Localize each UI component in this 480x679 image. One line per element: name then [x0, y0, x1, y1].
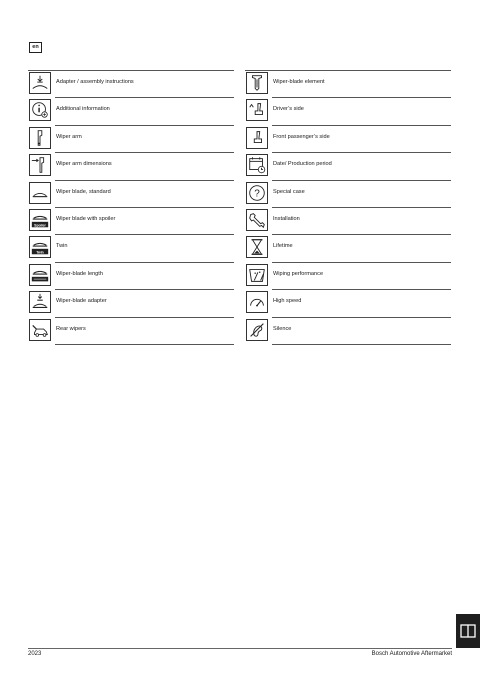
legend-row	[28, 70, 234, 97]
legend-label: Date/ Production period	[273, 161, 332, 168]
legend-label: Special case	[273, 188, 305, 195]
row-divider	[272, 262, 451, 263]
legend-label: Lifetime	[273, 243, 293, 250]
legend-row	[245, 70, 451, 97]
legend-label: Driver’s side	[273, 106, 304, 113]
legend-row	[245, 317, 451, 344]
windshield-wiping-icon	[246, 264, 268, 286]
row-divider	[245, 70, 451, 71]
row-divider	[55, 289, 234, 290]
legend-label: Wiper arm	[56, 133, 82, 140]
row-divider	[272, 289, 451, 290]
language-tag: en	[29, 42, 42, 53]
legend-label: Wiping performance	[273, 270, 324, 277]
footer-brand: Bosch Automotive Aftermarket	[371, 651, 452, 657]
legend-label: Wiper blade with spoiler	[56, 215, 116, 222]
wiper-blade-element-icon	[246, 72, 268, 94]
legend-row	[245, 289, 451, 316]
legend-right-column	[245, 70, 451, 344]
legend-label: Installation	[273, 215, 300, 222]
row-divider	[272, 125, 451, 126]
svg-text:?: ?	[254, 188, 260, 200]
row-divider	[55, 207, 234, 208]
legend-row	[28, 180, 234, 207]
row-divider	[272, 344, 451, 345]
row-divider	[272, 207, 451, 208]
legend-row	[245, 125, 451, 152]
wiper-blade-standard-icon	[29, 182, 51, 204]
row-divider	[55, 344, 234, 345]
legend-label: High speed	[273, 298, 302, 305]
legend-row	[28, 289, 234, 316]
row-divider	[272, 317, 451, 318]
row-divider	[55, 125, 234, 126]
legend-row	[28, 207, 234, 234]
icon-badge: Spoiler	[34, 223, 46, 228]
rear-wiper-car-icon	[29, 319, 51, 341]
legend-label: Wiper-blade adapter	[56, 298, 107, 305]
wiper-blade-adapter-icon	[29, 291, 51, 313]
footer-year: 2023	[28, 651, 42, 657]
wiper-blade-length-icon	[29, 264, 51, 286]
section-tab[interactable]	[456, 614, 480, 648]
row-divider	[55, 234, 234, 235]
adapter-assembly-icon	[29, 72, 51, 94]
wiper-arm-icon	[29, 127, 51, 149]
passenger-seat-icon	[246, 127, 268, 149]
driver-seat-icon	[246, 99, 268, 121]
hourglass-icon	[246, 236, 268, 258]
legend-label: Wiper-blade length	[56, 270, 103, 277]
silence-icon	[246, 319, 268, 341]
speedometer-icon	[246, 291, 268, 313]
legend-label: Additional information	[56, 106, 110, 113]
legend-row	[28, 234, 234, 261]
legend-row	[28, 125, 234, 152]
calendar-clock-icon	[246, 154, 268, 176]
row-divider	[272, 180, 451, 181]
row-divider	[272, 152, 451, 153]
legend-label: Wiper arm dimensions	[56, 161, 112, 168]
twin-blade-icon	[29, 236, 51, 258]
legend-row	[28, 262, 234, 289]
legend-label: Adapter / assembly instructions	[56, 79, 134, 85]
legend-label: Wiper-blade element	[273, 79, 325, 85]
legend-label: Twin	[56, 243, 68, 250]
legend-row	[245, 207, 451, 234]
wiper-arm-dimensions-icon	[29, 154, 51, 176]
row-divider	[55, 317, 234, 318]
row-divider	[55, 262, 234, 263]
row-divider	[55, 97, 234, 98]
book-icon	[460, 624, 476, 638]
row-divider	[55, 180, 234, 181]
icon-badge: Twin	[36, 250, 44, 255]
legend-row	[245, 97, 451, 124]
legend-row	[245, 262, 451, 289]
legend-label: Rear wipers	[56, 325, 86, 332]
row-divider	[272, 97, 451, 98]
legend-left-column	[28, 70, 234, 344]
row-divider	[55, 152, 234, 153]
row-divider	[28, 70, 234, 71]
legend-row	[245, 180, 451, 207]
legend-row	[28, 97, 234, 124]
footer-divider	[28, 648, 452, 649]
legend-label: Silence	[273, 325, 292, 332]
legend-row	[28, 152, 234, 179]
legend-row	[28, 317, 234, 344]
row-divider	[272, 234, 451, 235]
legend-row	[245, 234, 451, 261]
question-mark-icon	[246, 182, 268, 204]
wiper-blade-spoiler-icon	[29, 209, 51, 231]
legend-label: Front passenger’s side	[273, 133, 330, 140]
legend-label: Wiper blade, standard	[56, 188, 111, 195]
info-plus-icon	[29, 99, 51, 121]
wrench-icon	[246, 209, 268, 231]
legend-row	[245, 152, 451, 179]
